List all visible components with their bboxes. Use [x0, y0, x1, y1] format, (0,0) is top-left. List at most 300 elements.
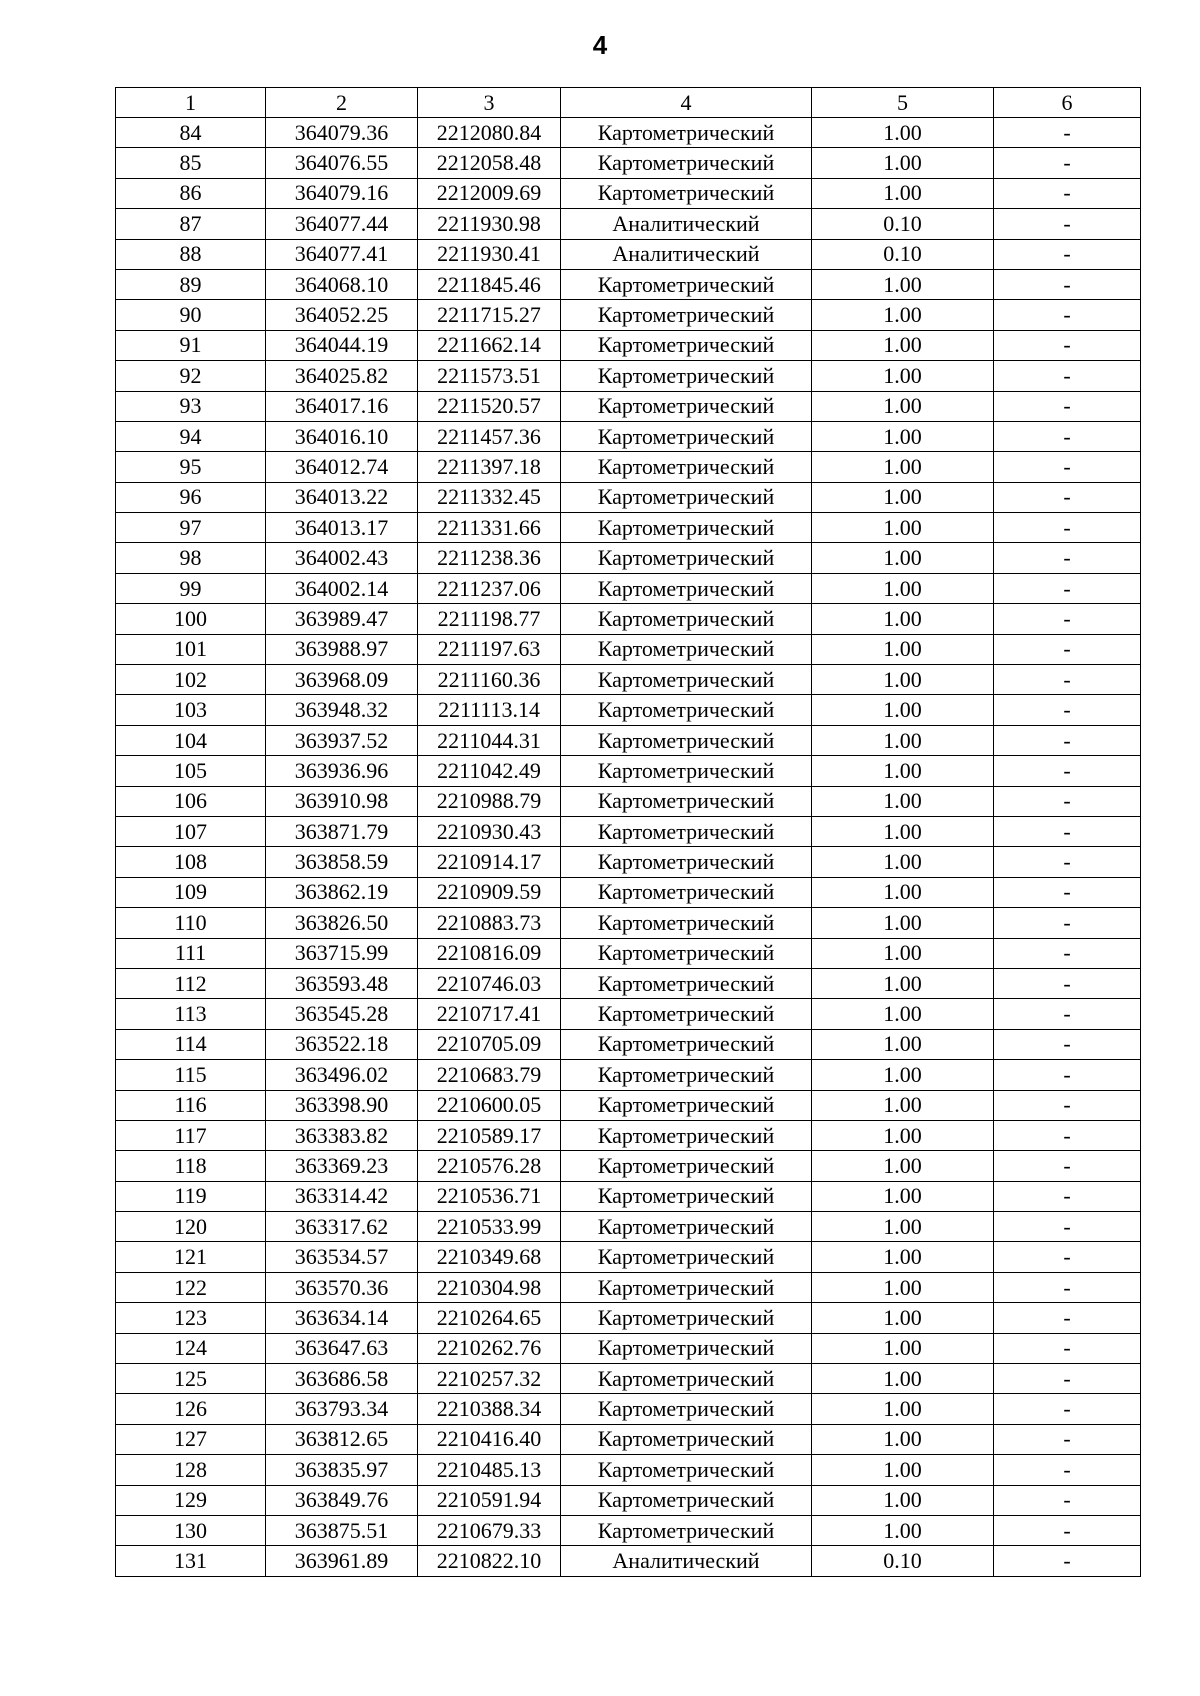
accuracy-cell: 1.00 [812, 1181, 994, 1211]
method-cell: Картометрический [561, 1151, 812, 1181]
description-cell: - [994, 573, 1141, 603]
x-coordinate-cell: 363545.28 [266, 999, 418, 1029]
table-row [116, 118, 1141, 148]
point-number-cell: 98 [116, 543, 266, 573]
table-row [116, 361, 1141, 391]
table-row [116, 1120, 1141, 1150]
accuracy-cell: 1.00 [812, 1394, 994, 1424]
y-coordinate-cell: 2211662.14 [418, 330, 561, 360]
table-row [116, 148, 1141, 178]
table-row [116, 1303, 1141, 1333]
y-coordinate-cell: 2210304.98 [418, 1272, 561, 1302]
table-row [116, 816, 1141, 846]
x-coordinate-cell: 363570.36 [266, 1272, 418, 1302]
y-coordinate-cell: 2210262.76 [418, 1333, 561, 1363]
method-cell: Картометрический [561, 391, 812, 421]
method-cell: Картометрический [561, 573, 812, 603]
y-coordinate-cell: 2210883.73 [418, 908, 561, 938]
point-number-cell: 93 [116, 391, 266, 421]
table-row [116, 1364, 1141, 1394]
x-coordinate-cell: 363398.90 [266, 1090, 418, 1120]
description-cell: - [994, 1485, 1141, 1515]
header-col-3: 3 [418, 88, 561, 118]
x-coordinate-cell: 363496.02 [266, 1060, 418, 1090]
point-number-cell: 117 [116, 1120, 266, 1150]
accuracy-cell: 0.10 [812, 1546, 994, 1576]
table-row [116, 1455, 1141, 1485]
description-cell: - [994, 1242, 1141, 1272]
table-row [116, 300, 1141, 330]
x-coordinate-cell: 364013.17 [266, 513, 418, 543]
method-cell: Картометрический [561, 1120, 812, 1150]
x-coordinate-cell: 363937.52 [266, 725, 418, 755]
x-coordinate-cell: 363961.89 [266, 1546, 418, 1576]
x-coordinate-cell: 364044.19 [266, 330, 418, 360]
point-number-cell: 85 [116, 148, 266, 178]
accuracy-cell: 1.00 [812, 391, 994, 421]
x-coordinate-cell: 363968.09 [266, 665, 418, 695]
point-number-cell: 128 [116, 1455, 266, 1485]
table-row [116, 665, 1141, 695]
accuracy-cell: 1.00 [812, 999, 994, 1029]
method-cell: Картометрический [561, 269, 812, 299]
x-coordinate-cell: 363862.19 [266, 877, 418, 907]
method-cell: Картометрический [561, 118, 812, 148]
y-coordinate-cell: 2211332.45 [418, 482, 561, 512]
y-coordinate-cell: 2210683.79 [418, 1060, 561, 1090]
table-row [116, 1181, 1141, 1211]
accuracy-cell: 1.00 [812, 1029, 994, 1059]
y-coordinate-cell: 2210746.03 [418, 968, 561, 998]
table-row [116, 1151, 1141, 1181]
point-number-cell: 122 [116, 1272, 266, 1302]
x-coordinate-cell: 363647.63 [266, 1333, 418, 1363]
description-cell: - [994, 1394, 1141, 1424]
description-cell: - [994, 330, 1141, 360]
coordinates-table [115, 87, 1141, 1577]
accuracy-cell: 1.00 [812, 421, 994, 451]
table-row [116, 1485, 1141, 1515]
header-col-5: 5 [812, 88, 994, 118]
accuracy-cell: 1.00 [812, 1455, 994, 1485]
x-coordinate-cell: 364077.41 [266, 239, 418, 269]
method-cell: Картометрический [561, 1272, 812, 1302]
description-cell: - [994, 543, 1141, 573]
method-cell: Картометрический [561, 1060, 812, 1090]
x-coordinate-cell: 364016.10 [266, 421, 418, 451]
y-coordinate-cell: 2210705.09 [418, 1029, 561, 1059]
description-cell: - [994, 999, 1141, 1029]
x-coordinate-cell: 363835.97 [266, 1455, 418, 1485]
header-row [116, 88, 1141, 118]
point-number-cell: 109 [116, 877, 266, 907]
description-cell: - [994, 816, 1141, 846]
table-row [116, 1333, 1141, 1363]
description-cell: - [994, 1212, 1141, 1242]
description-cell: - [994, 695, 1141, 725]
description-cell: - [994, 756, 1141, 786]
accuracy-cell: 1.00 [812, 665, 994, 695]
method-cell: Картометрический [561, 1364, 812, 1394]
x-coordinate-cell: 363314.42 [266, 1181, 418, 1211]
table-row [116, 573, 1141, 603]
accuracy-cell: 1.00 [812, 725, 994, 755]
accuracy-cell: 1.00 [812, 847, 994, 877]
method-cell: Картометрический [561, 1515, 812, 1545]
y-coordinate-cell: 2211930.98 [418, 209, 561, 239]
x-coordinate-cell: 363989.47 [266, 604, 418, 634]
accuracy-cell: 1.00 [812, 452, 994, 482]
y-coordinate-cell: 2211044.31 [418, 725, 561, 755]
point-number-cell: 106 [116, 786, 266, 816]
method-cell: Картометрический [561, 1090, 812, 1120]
accuracy-cell: 1.00 [812, 573, 994, 603]
description-cell: - [994, 513, 1141, 543]
y-coordinate-cell: 2210576.28 [418, 1151, 561, 1181]
y-coordinate-cell: 2210264.65 [418, 1303, 561, 1333]
description-cell: - [994, 452, 1141, 482]
method-cell: Картометрический [561, 938, 812, 968]
x-coordinate-cell: 363715.99 [266, 938, 418, 968]
y-coordinate-cell: 2211238.36 [418, 543, 561, 573]
description-cell: - [994, 209, 1141, 239]
y-coordinate-cell: 2211331.66 [418, 513, 561, 543]
point-number-cell: 101 [116, 634, 266, 664]
table-row [116, 452, 1141, 482]
x-coordinate-cell: 364002.43 [266, 543, 418, 573]
table-row [116, 1515, 1141, 1545]
x-coordinate-cell: 364079.16 [266, 178, 418, 208]
y-coordinate-cell: 2211715.27 [418, 300, 561, 330]
table-row [116, 391, 1141, 421]
accuracy-cell: 1.00 [812, 908, 994, 938]
x-coordinate-cell: 363369.23 [266, 1151, 418, 1181]
accuracy-cell: 1.00 [812, 482, 994, 512]
description-cell: - [994, 847, 1141, 877]
accuracy-cell: 1.00 [812, 269, 994, 299]
point-number-cell: 107 [116, 816, 266, 846]
method-cell: Картометрический [561, 604, 812, 634]
y-coordinate-cell: 2210257.32 [418, 1364, 561, 1394]
x-coordinate-cell: 363686.58 [266, 1364, 418, 1394]
method-cell: Картометрический [561, 634, 812, 664]
table-row [116, 543, 1141, 573]
method-cell: Картометрический [561, 1181, 812, 1211]
point-number-cell: 130 [116, 1515, 266, 1545]
method-cell: Картометрический [561, 877, 812, 907]
description-cell: - [994, 1120, 1141, 1150]
accuracy-cell: 1.00 [812, 148, 994, 178]
x-coordinate-cell: 364012.74 [266, 452, 418, 482]
description-cell: - [994, 148, 1141, 178]
x-coordinate-cell: 364079.36 [266, 118, 418, 148]
description-cell: - [994, 239, 1141, 269]
y-coordinate-cell: 2210909.59 [418, 877, 561, 907]
y-coordinate-cell: 2211397.18 [418, 452, 561, 482]
accuracy-cell: 1.00 [812, 695, 994, 725]
table-row [116, 1272, 1141, 1302]
method-cell: Картометрический [561, 1212, 812, 1242]
table-row [116, 269, 1141, 299]
method-cell: Картометрический [561, 1242, 812, 1272]
method-cell: Картометрический [561, 513, 812, 543]
point-number-cell: 114 [116, 1029, 266, 1059]
header-col-1: 1 [116, 88, 266, 118]
table-row [116, 968, 1141, 998]
y-coordinate-cell: 2210533.99 [418, 1212, 561, 1242]
point-number-cell: 88 [116, 239, 266, 269]
description-cell: - [994, 178, 1141, 208]
accuracy-cell: 1.00 [812, 1212, 994, 1242]
method-cell: Картометрический [561, 786, 812, 816]
description-cell: - [994, 1333, 1141, 1363]
y-coordinate-cell: 2210600.05 [418, 1090, 561, 1120]
point-number-cell: 90 [116, 300, 266, 330]
x-coordinate-cell: 364002.14 [266, 573, 418, 603]
table-row [116, 634, 1141, 664]
point-number-cell: 115 [116, 1060, 266, 1090]
accuracy-cell: 1.00 [812, 300, 994, 330]
table-row [116, 1546, 1141, 1576]
table-header [116, 88, 1141, 118]
table-body [116, 118, 1141, 1577]
description-cell: - [994, 1455, 1141, 1485]
point-number-cell: 108 [116, 847, 266, 877]
accuracy-cell: 1.00 [812, 1272, 994, 1302]
accuracy-cell: 1.00 [812, 1060, 994, 1090]
point-number-cell: 123 [116, 1303, 266, 1333]
accuracy-cell: 1.00 [812, 968, 994, 998]
point-number-cell: 94 [116, 421, 266, 451]
y-coordinate-cell: 2211197.63 [418, 634, 561, 664]
x-coordinate-cell: 363522.18 [266, 1029, 418, 1059]
table-row [116, 482, 1141, 512]
table-row [116, 1394, 1141, 1424]
table-row [116, 1029, 1141, 1059]
point-number-cell: 104 [116, 725, 266, 755]
x-coordinate-cell: 363858.59 [266, 847, 418, 877]
point-number-cell: 121 [116, 1242, 266, 1272]
description-cell: - [994, 725, 1141, 755]
table-row [116, 786, 1141, 816]
y-coordinate-cell: 2210485.13 [418, 1455, 561, 1485]
y-coordinate-cell: 2211042.49 [418, 756, 561, 786]
table-row [116, 1212, 1141, 1242]
description-cell: - [994, 1272, 1141, 1302]
accuracy-cell: 0.10 [812, 209, 994, 239]
y-coordinate-cell: 2210591.94 [418, 1485, 561, 1515]
y-coordinate-cell: 2210349.68 [418, 1242, 561, 1272]
table-row [116, 695, 1141, 725]
point-number-cell: 111 [116, 938, 266, 968]
method-cell: Картометрический [561, 421, 812, 451]
table-row [116, 725, 1141, 755]
y-coordinate-cell: 2211237.06 [418, 573, 561, 603]
x-coordinate-cell: 363812.65 [266, 1424, 418, 1454]
method-cell: Картометрический [561, 999, 812, 1029]
page-number: 4 [592, 30, 608, 60]
accuracy-cell: 1.00 [812, 634, 994, 664]
accuracy-cell: 1.00 [812, 361, 994, 391]
table-row [116, 330, 1141, 360]
point-number-cell: 120 [116, 1212, 266, 1242]
accuracy-cell: 1.00 [812, 786, 994, 816]
method-cell: Аналитический [561, 1546, 812, 1576]
y-coordinate-cell: 2211113.14 [418, 695, 561, 725]
x-coordinate-cell: 363988.97 [266, 634, 418, 664]
description-cell: - [994, 604, 1141, 634]
method-cell: Картометрический [561, 482, 812, 512]
table-row [116, 1424, 1141, 1454]
method-cell: Картометрический [561, 452, 812, 482]
method-cell: Картометрический [561, 1394, 812, 1424]
y-coordinate-cell: 2211198.77 [418, 604, 561, 634]
y-coordinate-cell: 2210822.10 [418, 1546, 561, 1576]
point-number-cell: 124 [116, 1333, 266, 1363]
accuracy-cell: 1.00 [812, 938, 994, 968]
description-cell: - [994, 1060, 1141, 1090]
table-row [116, 1060, 1141, 1090]
x-coordinate-cell: 364077.44 [266, 209, 418, 239]
method-cell: Аналитический [561, 209, 812, 239]
description-cell: - [994, 786, 1141, 816]
description-cell: - [994, 118, 1141, 148]
method-cell: Картометрический [561, 543, 812, 573]
header-col-2: 2 [266, 88, 418, 118]
description-cell: - [994, 482, 1141, 512]
method-cell: Картометрический [561, 725, 812, 755]
point-number-cell: 97 [116, 513, 266, 543]
point-number-cell: 119 [116, 1181, 266, 1211]
y-coordinate-cell: 2210679.33 [418, 1515, 561, 1545]
point-number-cell: 89 [116, 269, 266, 299]
y-coordinate-cell: 2210416.40 [418, 1424, 561, 1454]
y-coordinate-cell: 2210388.34 [418, 1394, 561, 1424]
description-cell: - [994, 1090, 1141, 1120]
x-coordinate-cell: 363936.96 [266, 756, 418, 786]
method-cell: Картометрический [561, 361, 812, 391]
x-coordinate-cell: 363634.14 [266, 1303, 418, 1333]
y-coordinate-cell: 2211845.46 [418, 269, 561, 299]
y-coordinate-cell: 2210536.71 [418, 1181, 561, 1211]
point-number-cell: 103 [116, 695, 266, 725]
y-coordinate-cell: 2210914.17 [418, 847, 561, 877]
method-cell: Картометрический [561, 148, 812, 178]
accuracy-cell: 1.00 [812, 604, 994, 634]
accuracy-cell: 1.00 [812, 756, 994, 786]
description-cell: - [994, 1364, 1141, 1394]
x-coordinate-cell: 364076.55 [266, 148, 418, 178]
description-cell: - [994, 877, 1141, 907]
accuracy-cell: 1.00 [812, 543, 994, 573]
accuracy-cell: 1.00 [812, 1364, 994, 1394]
table-row [116, 1242, 1141, 1272]
x-coordinate-cell: 363593.48 [266, 968, 418, 998]
point-number-cell: 129 [116, 1485, 266, 1515]
point-number-cell: 91 [116, 330, 266, 360]
description-cell: - [994, 300, 1141, 330]
accuracy-cell: 1.00 [812, 118, 994, 148]
x-coordinate-cell: 363910.98 [266, 786, 418, 816]
point-number-cell: 110 [116, 908, 266, 938]
description-cell: - [994, 908, 1141, 938]
point-number-cell: 95 [116, 452, 266, 482]
method-cell: Картометрический [561, 330, 812, 360]
header-col-4: 4 [561, 88, 812, 118]
x-coordinate-cell: 363383.82 [266, 1120, 418, 1150]
x-coordinate-cell: 364068.10 [266, 269, 418, 299]
table-row [116, 239, 1141, 269]
point-number-cell: 126 [116, 1394, 266, 1424]
point-number-cell: 112 [116, 968, 266, 998]
description-cell: - [994, 1151, 1141, 1181]
description-cell: - [994, 421, 1141, 451]
x-coordinate-cell: 363875.51 [266, 1515, 418, 1545]
x-coordinate-cell: 364017.16 [266, 391, 418, 421]
x-coordinate-cell: 363871.79 [266, 816, 418, 846]
description-cell: - [994, 1546, 1141, 1576]
description-cell: - [994, 1181, 1141, 1211]
method-cell: Картометрический [561, 756, 812, 786]
accuracy-cell: 1.00 [812, 1333, 994, 1363]
x-coordinate-cell: 364013.22 [266, 482, 418, 512]
description-cell: - [994, 968, 1141, 998]
y-coordinate-cell: 2211573.51 [418, 361, 561, 391]
accuracy-cell: 1.00 [812, 816, 994, 846]
x-coordinate-cell: 363793.34 [266, 1394, 418, 1424]
point-number-cell: 99 [116, 573, 266, 603]
accuracy-cell: 0.10 [812, 239, 994, 269]
table-row [116, 1090, 1141, 1120]
method-cell: Картометрический [561, 695, 812, 725]
x-coordinate-cell: 364025.82 [266, 361, 418, 391]
method-cell: Картометрический [561, 1333, 812, 1363]
y-coordinate-cell: 2210988.79 [418, 786, 561, 816]
y-coordinate-cell: 2211160.36 [418, 665, 561, 695]
accuracy-cell: 1.00 [812, 1424, 994, 1454]
x-coordinate-cell: 363534.57 [266, 1242, 418, 1272]
accuracy-cell: 1.00 [812, 1151, 994, 1181]
table-row [116, 908, 1141, 938]
method-cell: Картометрический [561, 1303, 812, 1333]
point-number-cell: 116 [116, 1090, 266, 1120]
accuracy-cell: 1.00 [812, 1485, 994, 1515]
description-cell: - [994, 1424, 1141, 1454]
table-row [116, 877, 1141, 907]
point-number-cell: 102 [116, 665, 266, 695]
description-cell: - [994, 665, 1141, 695]
method-cell: Аналитический [561, 239, 812, 269]
point-number-cell: 86 [116, 178, 266, 208]
y-coordinate-cell: 2211930.41 [418, 239, 561, 269]
point-number-cell: 131 [116, 1546, 266, 1576]
x-coordinate-cell: 363317.62 [266, 1212, 418, 1242]
accuracy-cell: 1.00 [812, 1090, 994, 1120]
method-cell: Картометрический [561, 1485, 812, 1515]
x-coordinate-cell: 363849.76 [266, 1485, 418, 1515]
accuracy-cell: 1.00 [812, 1515, 994, 1545]
point-number-cell: 118 [116, 1151, 266, 1181]
x-coordinate-cell: 364052.25 [266, 300, 418, 330]
method-cell: Картометрический [561, 1424, 812, 1454]
method-cell: Картометрический [561, 847, 812, 877]
x-coordinate-cell: 363826.50 [266, 908, 418, 938]
y-coordinate-cell: 2212080.84 [418, 118, 561, 148]
y-coordinate-cell: 2212058.48 [418, 148, 561, 178]
table-row [116, 421, 1141, 451]
method-cell: Картометрический [561, 300, 812, 330]
point-number-cell: 100 [116, 604, 266, 634]
